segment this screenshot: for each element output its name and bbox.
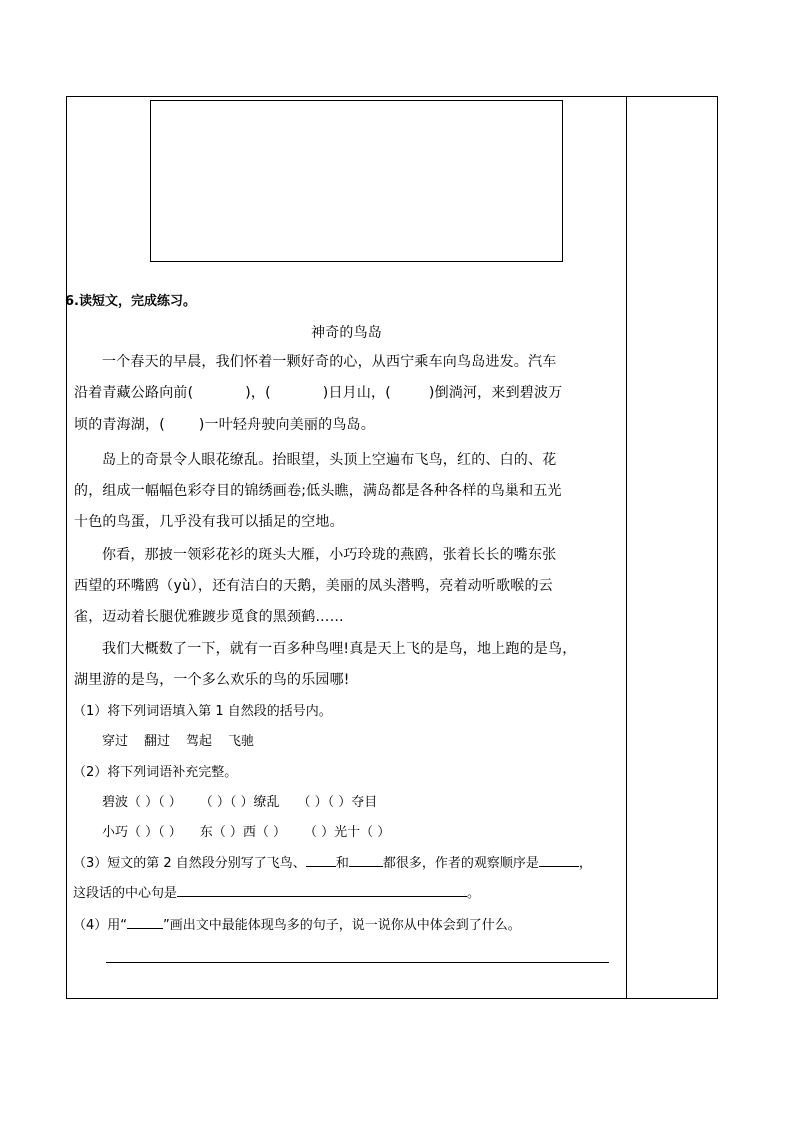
para3-line2: 西望的环嘴鸥（yù），还有洁白的天鹅，美丽的凤头潜鸭，亮着动听歌喉的云 [74,578,553,594]
idiom-row-1 [102,791,377,810]
pinyin-yu: yù [173,578,191,594]
column-divider [626,97,627,998]
worksheet-table [66,96,718,999]
idiom-6: （ ）光十（ ） [304,825,391,840]
word-4: 飞驰 [228,734,255,749]
answer-line[interactable] [106,962,609,963]
question-title: 6.读短文，完成练习。 [65,294,196,309]
idiom-5: 东（ ）西（ ） [199,825,287,840]
subquestion-3-line1: （3）短文的第 2 自然段分别写了飞鸟、 和 都很多，作者的观察顺序是 ， [73,856,592,871]
fill-blank[interactable] [177,884,467,897]
para3-line1: 你看，那披一领彩花衫的斑头大雁，小巧玲珑的燕鸥，张着长长的嘴东张 [102,547,557,563]
idiom-3: （ ）（ ）夺目 [297,795,378,810]
idiom-4: 小巧（ ）（ ） [102,825,182,840]
subquestion-3-line2: 这段话的中心句是 。 [73,886,481,901]
idiom-2: （ ）（ ）缭乱 [199,795,280,810]
para1-line1: 一个春天的早晨，我们怀着一颗好奇的心，从西宁乘车向鸟岛进发。汽车 [102,354,557,370]
idiom-1: 碧波（ ）（ ） [102,795,182,810]
para1-line3: 顷的青海湖，( )一叶轻舟驶向美丽的鸟岛。 [74,417,375,433]
subquestion-1-prompt: （1）将下列词语填入第 1 自然段的括号内。 [73,704,332,719]
subquestion-4-prompt: （4）用“ ”画出文中最能体现鸟多的句子，说一说你从中体会到了什么。 [73,918,521,933]
passage-title: 神奇的鸟岛 [311,325,382,341]
para2-line1: 岛上的奇景令人眼花缭乱。抬眼望，头顶上空遍布飞鸟，红的、白的、花 [102,452,557,468]
word-1: 穿过 [102,734,129,749]
fill-blank[interactable] [349,854,383,867]
para3-line3: 雀，迈动着长腿优雅踱步觅食的黑颈鹤…… [74,609,344,625]
drawing-answer-box[interactable] [150,100,563,262]
para4-line1: 我们大概数了一下，就有一百多种鸟哩!真是天上飞的是鸟，地上跑的是鸟， [102,641,577,657]
idiom-row-2 [102,821,390,840]
word-3: 驾起 [186,734,213,749]
underline-sample [127,916,163,929]
para1-line2: 沿着青藏公路向前( )，( )日月山，( )倒淌河，来到碧波万 [74,385,563,401]
fill-blank[interactable] [539,854,579,867]
word-bank [102,730,254,749]
word-2: 翻过 [144,734,171,749]
para2-line3: 十色的鸟蛋，几乎没有我可以插足的空地。 [74,514,344,530]
para2-line2: 的，组成一幅幅色彩夺目的锦绣画卷;低头瞧，满岛都是各种各样的鸟巢和五光 [74,483,562,499]
fill-blank[interactable] [306,854,336,867]
subquestion-2-prompt: （2）将下列词语补充完整。 [73,765,238,780]
para4-line2: 湖里游的是鸟，一个多么欢乐的鸟的乐园哪! [74,672,350,688]
